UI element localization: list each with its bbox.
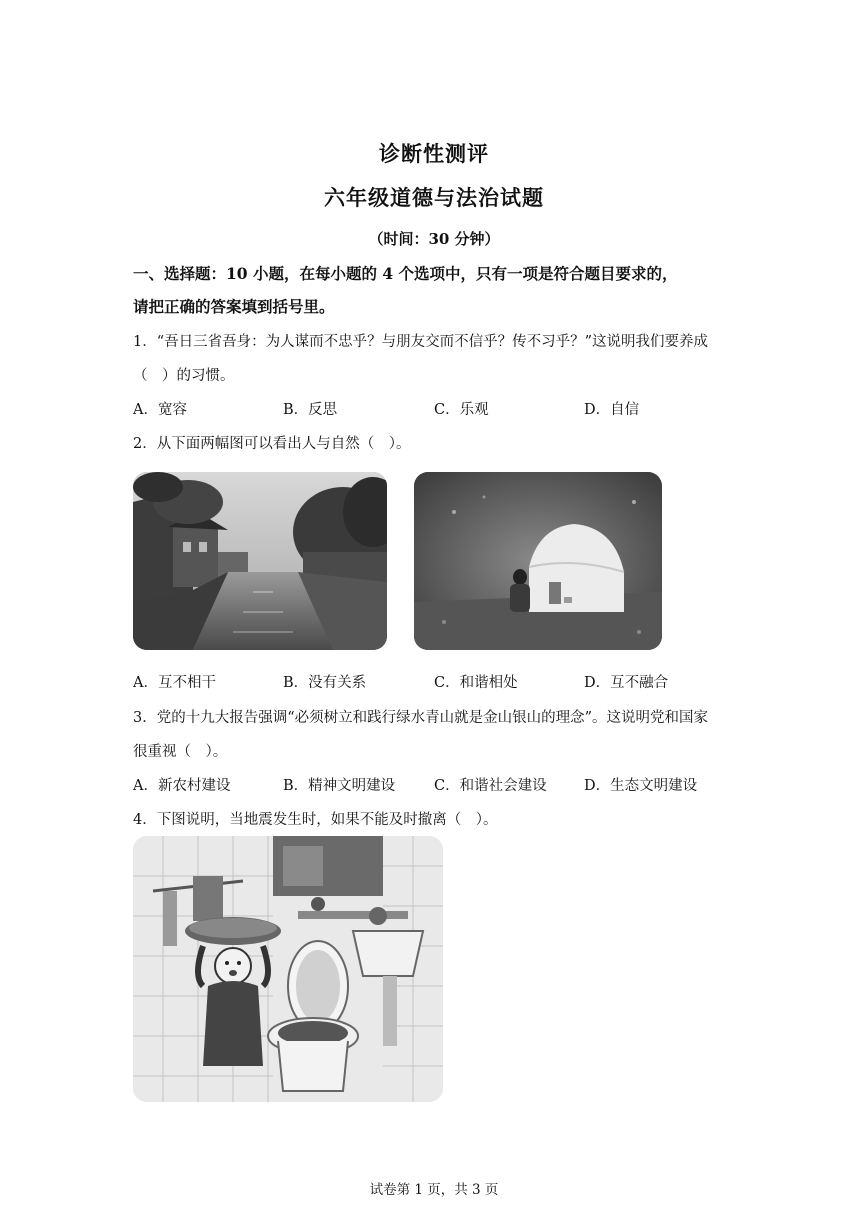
q2-stem: 2．从下面两幅图可以看出人与自然（ ）。 bbox=[133, 436, 411, 452]
q1-option-a: A．宽容 bbox=[133, 402, 187, 418]
exam-time: （时间：30 分钟） bbox=[368, 230, 500, 248]
yurt-photo bbox=[414, 472, 662, 650]
q3-option-c: C．和谐社会建设 bbox=[434, 778, 547, 794]
q3-option-d: D．生态文明建设 bbox=[584, 778, 698, 794]
q4-stem: 4．下图说明，当地震发生时，如果不能及时撤离（ ）。 bbox=[133, 812, 498, 828]
exam-subtitle: 六年级道德与法治试题 bbox=[324, 185, 544, 210]
q1-option-b: B．反思 bbox=[283, 402, 338, 418]
q3-option-b: B．精神文明建设 bbox=[283, 778, 396, 794]
q3-stem-line1: 3．党的十九大报告强调“必须树立和践行绿水青山就是金山银山的理念”。这说明党和国家 bbox=[133, 710, 709, 726]
q2-option-c: C．和谐相处 bbox=[434, 675, 518, 691]
q2-option-d: D．互不融合 bbox=[584, 675, 669, 691]
section1-heading-line1: 一、选择题：10 小题，在每小题的 4 个选项中，只有一项是符合题目要求的， bbox=[133, 264, 678, 283]
q1-option-d: D．自信 bbox=[584, 402, 640, 418]
q3-option-a: A．新农村建设 bbox=[133, 778, 231, 794]
exam-title: 诊断性测评 bbox=[379, 141, 489, 166]
page-footer: 试卷第 1 页，共 3 页 bbox=[369, 1182, 499, 1198]
earthquake-bathroom-illustration bbox=[133, 836, 443, 1102]
q2-option-a: A．互不相干 bbox=[133, 675, 216, 691]
q1-option-c: C．乐观 bbox=[434, 402, 489, 418]
section1-heading-line2: 请把正确的答案填到括号里。 bbox=[133, 297, 335, 316]
q1-stem-line1: 1．“吾日三省吾身：为人谋而不忠乎？与朋友交而不信乎？传不习乎？”这说明我们要养成 bbox=[133, 334, 709, 350]
q2-option-b: B．没有关系 bbox=[283, 675, 367, 691]
q1-stem-line2: （ ）的习惯。 bbox=[133, 368, 235, 384]
canal-town-photo bbox=[133, 472, 387, 650]
q3-stem-line2: 很重视（ ）。 bbox=[133, 744, 228, 760]
